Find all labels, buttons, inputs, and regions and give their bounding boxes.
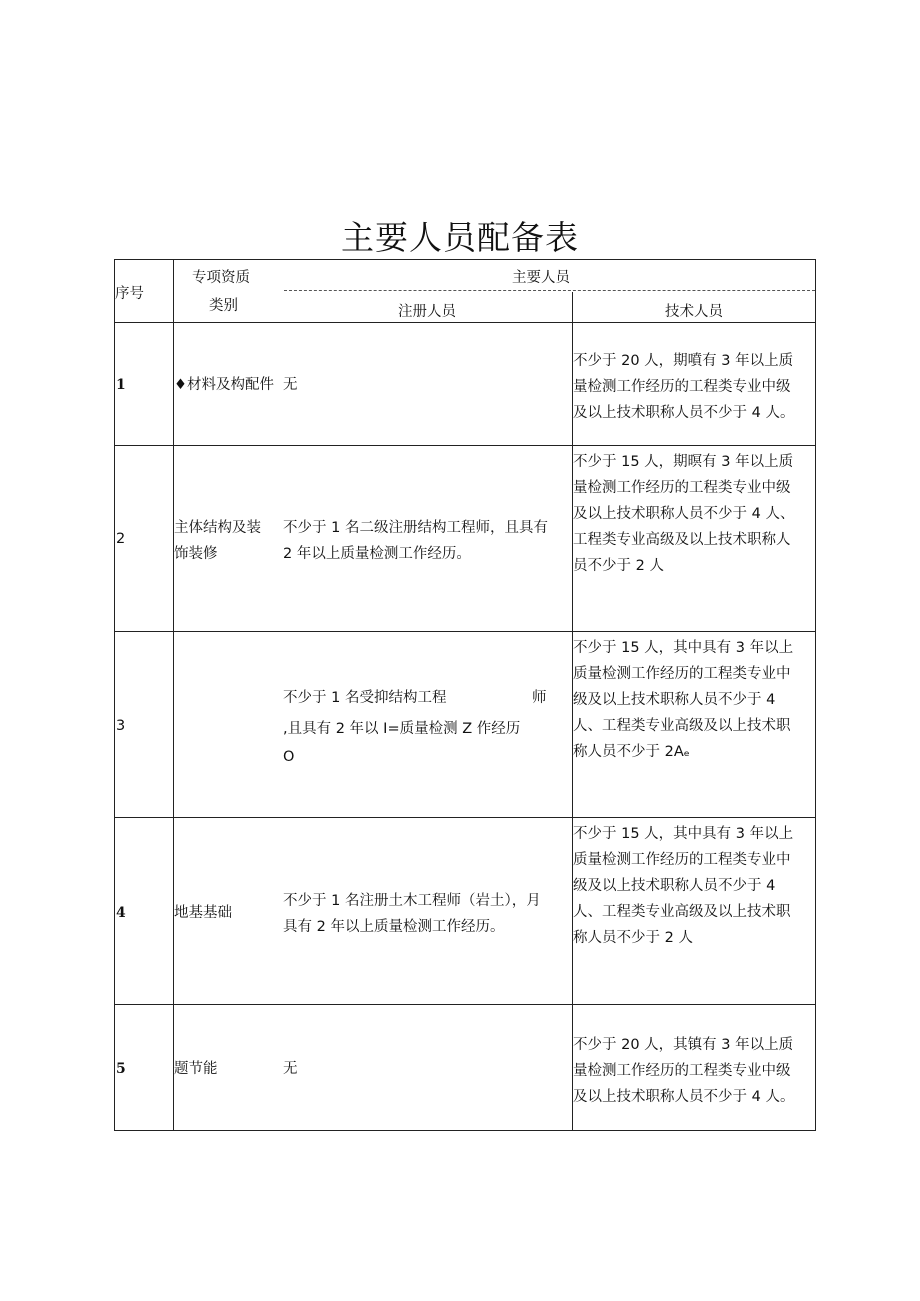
row-4-technical-line: 不少于 15 人，其中具有 3 年以上	[573, 826, 794, 842]
row-4-technical-line: 质量检测工作经历的工程类专业中	[573, 852, 791, 868]
row-5-technical-line: 及以上技术职称人员不少于 4 人。	[573, 1089, 795, 1105]
row-2-technical-line: 员不少于 2 人	[573, 558, 664, 574]
row-1-category: ♦材料及构配件	[174, 377, 274, 393]
row-4-registered-line: 具有 2 年以上质量检测工作经历。	[283, 919, 505, 935]
header-main-staff: 主要人员	[512, 270, 570, 286]
row-3-technical-line: 人、工程类专业高级及以上技术职	[573, 718, 791, 734]
row-2-registered-line: 2 年以上质量检测工作经历。	[283, 546, 471, 562]
row-4-category: 地基基础	[174, 905, 232, 921]
row-2-registered-line: 不少于 1 名二级注册结构工程师，且具有	[283, 520, 548, 536]
row-5-registered: 无	[283, 1061, 298, 1077]
row-4-technical-line: 人、工程类专业高级及以上技术职	[573, 904, 791, 920]
row-3-no: 3	[116, 718, 126, 734]
row-1-technical-line: 量检测工作经历的工程类专业中级	[573, 379, 791, 395]
header-no: 序号	[115, 286, 144, 302]
row-2-technical-line: 工程类专业高级及以上技术职称人	[573, 532, 791, 548]
row-3-registered-line: 师	[532, 690, 547, 706]
row-3-registered-line: ,且具有 2 年以 I=质量检测 Z 作经历	[283, 721, 521, 737]
row-2-technical-line: 不少于 15 人，期暝有 3 年以上质	[573, 454, 794, 470]
row-1-registered: 无	[283, 377, 298, 393]
row-3-technical-line: 不少于 15 人，其中具有 3 年以上	[573, 640, 794, 656]
row-5-technical-line: 量检测工作经历的工程类专业中级	[573, 1063, 791, 1079]
row-5-technical-line: 不少于 20 人，其镇有 3 年以上质	[573, 1037, 794, 1053]
row-2-no: 2	[116, 531, 126, 547]
row-1-technical-line: 及以上技术职称人员不少于 4 人。	[573, 405, 795, 421]
row-5-category: 题节能	[174, 1061, 218, 1077]
row-4-registered-line: 不少于 1 名注册土木工程师（岩土），月	[283, 893, 541, 909]
header-category-line1: 专项资质	[192, 270, 250, 286]
row-1-technical-line: 不少于 20 人，期噴有 3 年以上质	[573, 353, 794, 369]
row-2-category-line: 主体结构及装	[174, 520, 261, 536]
row-4-no: 4	[116, 905, 126, 921]
row-4-technical-line: 称人员不少于 2 人	[573, 930, 693, 946]
header-technical: 技术人员	[665, 304, 723, 320]
row-3-technical-line: 质量检测工作经历的工程类专业中	[573, 666, 791, 682]
page-title: 主要人员配备表	[341, 218, 579, 257]
row-2-technical-line: 量检测工作经历的工程类专业中级	[573, 480, 791, 496]
row-3-registered-line: O	[283, 749, 295, 765]
header-registered: 注册人员	[398, 304, 456, 320]
header-category-line2: 类别	[209, 298, 238, 314]
row-3-registered-line: 不少于 1 名受抑结构工程	[283, 690, 447, 706]
row-5-no: 5	[116, 1061, 126, 1077]
row-3-technical-line: 称人员不少于 2Aₑ	[573, 744, 690, 760]
row-4-technical-line: 级及以上技术职称人员不少于 4	[573, 878, 776, 894]
row-1-no: 1	[116, 377, 126, 393]
staffing-table	[114, 259, 816, 1131]
row-2-category-line: 饰装修	[174, 546, 218, 562]
row-2-technical-line: 及以上技术职称人员不少于 4 人、	[573, 506, 795, 522]
row-3-technical-line: 级及以上技术职称人员不少于 4	[573, 692, 776, 708]
